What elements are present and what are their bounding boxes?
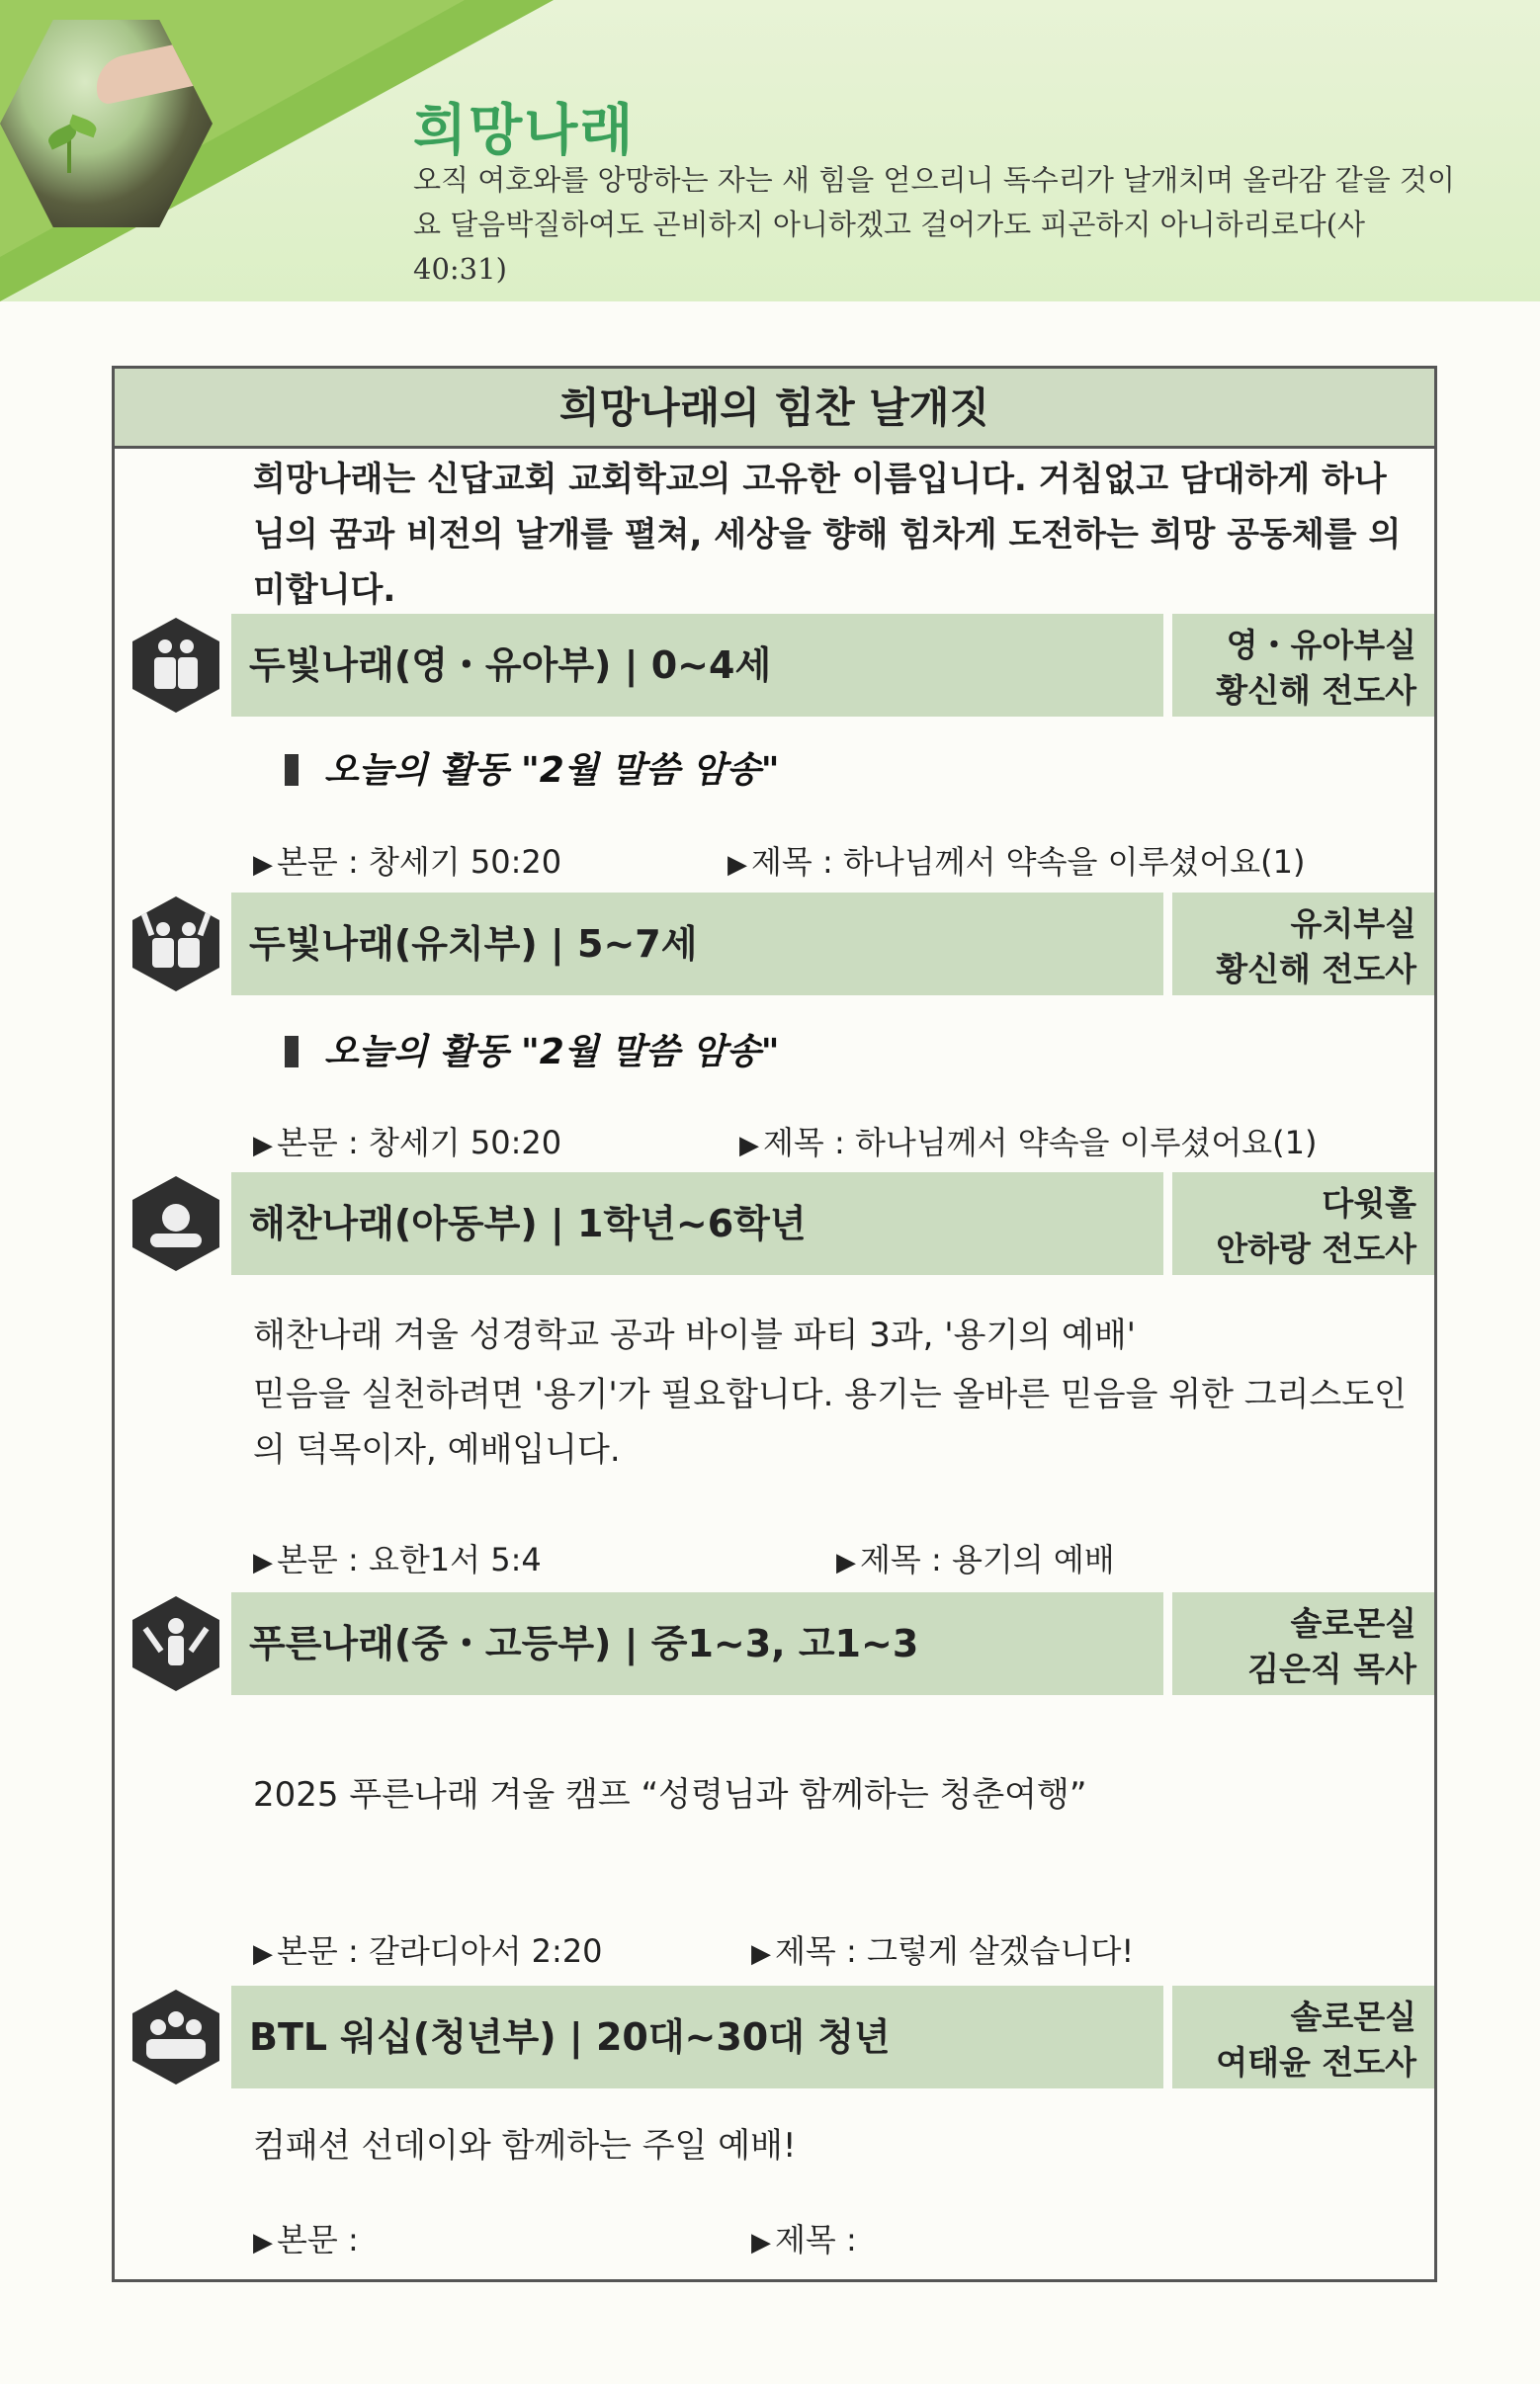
section-text: 해찬나래 겨울 성경학교 공과 바이블 파티 3과, '용기의 예배' (253, 1316, 1137, 1355)
room-name: 솔로몬실 (1290, 1604, 1416, 1643)
room-name: 다윗홀 (1322, 1184, 1416, 1223)
section-title: BTL 워십(청년부) | 20대~30대 청년 (249, 2015, 891, 2059)
section-bar-young-adults (231, 1986, 1163, 2088)
sermon-subject: ▶ 제목 : 하나님께서 약속을 이루셨어요(1) (739, 1124, 1318, 1161)
section-bar-kindergarten (231, 893, 1163, 995)
section-room-youth (1172, 1592, 1434, 1695)
ministry-box (112, 366, 1437, 2282)
section-text: 믿음을 실천하려면 '용기'가 필요합니다. 용기는 올바른 믿음을 위한 그리스도인의 덕목이자, 예배입니다. (253, 1375, 1407, 1470)
leader-name: 황신해 전도사 (1216, 950, 1416, 988)
sun-child-icon (132, 1176, 219, 1271)
section-bar-youth (231, 1592, 1163, 1695)
scripture-ref: ▶ 본문 : 갈라디아서 2:20 (253, 1932, 603, 1970)
intro-text: 희망나래는 신답교회 교회학교의 고유한 이름입니다. 거침없고 담대하게 하나님의 꿈과 비전의 날개를 펼쳐, 세상을 향해 힘차게 도전하는 희망 공동체를 의미합니다. (253, 460, 1402, 610)
box-title: 희망나래의 힘찬 날개짓 (115, 369, 1434, 449)
sermon-subject: ▶ 제목 : 용기의 예배 (836, 1541, 1115, 1578)
scripture-ref: ▶ 본문 : 창세기 50:20 (253, 843, 562, 881)
scripture-ref: ▶ 본문 : 창세기 50:20 (253, 1124, 562, 1161)
section-text: 2025 푸른나래 겨울 캠프 “성령님과 함께하는 청춘여행” (253, 1775, 1087, 1815)
leader-name: 안하랑 전도사 (1216, 1230, 1416, 1268)
room-name: 유치부실 (1290, 904, 1416, 943)
children-icon (132, 618, 219, 713)
section-text: 컴패션 선데이와 함께하는 주일 예배! (253, 2126, 797, 2166)
activity-heading: 오늘의 활동 "2월 말씀 암송" (285, 1024, 779, 1074)
header-banner (0, 0, 1540, 301)
section-title: 두빛나래(유치부) | 5~7세 (249, 922, 698, 966)
leader-name: 황신해 전도사 (1216, 671, 1416, 710)
room-name: 영・유아부실 (1226, 626, 1416, 664)
leader-name: 김은직 목사 (1247, 1650, 1416, 1688)
youth-jump-icon (132, 1596, 219, 1691)
section-room-infant (1172, 614, 1434, 717)
young-adults-icon (132, 1990, 219, 2085)
scripture-ref: ▶ 본문 : 요한1서 5:4 (253, 1541, 542, 1578)
square-bullet-icon (285, 1036, 299, 1067)
section-title: 두빛나래(영・유아부) | 0~4세 (249, 643, 772, 687)
section-room-young-adults (1172, 1986, 1434, 2088)
room-name: 솔로몬실 (1290, 1998, 1416, 2036)
section-room-kindergarten (1172, 893, 1434, 995)
page-title: 희망나래 (413, 99, 636, 163)
bible-verse: 오직 여호와를 앙망하는 자는 새 힘을 얻으리니 독수리가 날개치며 올라감 같을 것이요 달음박질하여도 곤비하지 아니하겠고 걸어가도 피곤하지 아니하리로다(사 40:31) (413, 163, 1455, 286)
leader-name: 여태윤 전도사 (1216, 2043, 1416, 2082)
square-bullet-icon (285, 754, 299, 786)
activity-heading: 오늘의 활동 "2월 말씀 암송" (285, 742, 779, 793)
scripture-ref: ▶ 본문 : (253, 2221, 359, 2258)
kids-raising-hands-icon (132, 896, 219, 991)
sermon-subject: ▶ 제목 : (751, 2221, 857, 2258)
sermon-subject: ▶ 제목 : 그렇게 살겠습니다! (751, 1932, 1135, 1970)
section-room-children (1172, 1172, 1434, 1275)
sermon-subject: ▶ 제목 : 하나님께서 약속을 이루셨어요(1) (727, 843, 1306, 881)
section-bar-children (231, 1172, 1163, 1275)
section-title: 해찬나래(아동부) | 1학년~6학년 (249, 1202, 807, 1245)
section-title: 푸른나래(중・고등부) | 중1~3, 고1~3 (249, 1622, 919, 1665)
section-bar-infant (231, 614, 1163, 717)
